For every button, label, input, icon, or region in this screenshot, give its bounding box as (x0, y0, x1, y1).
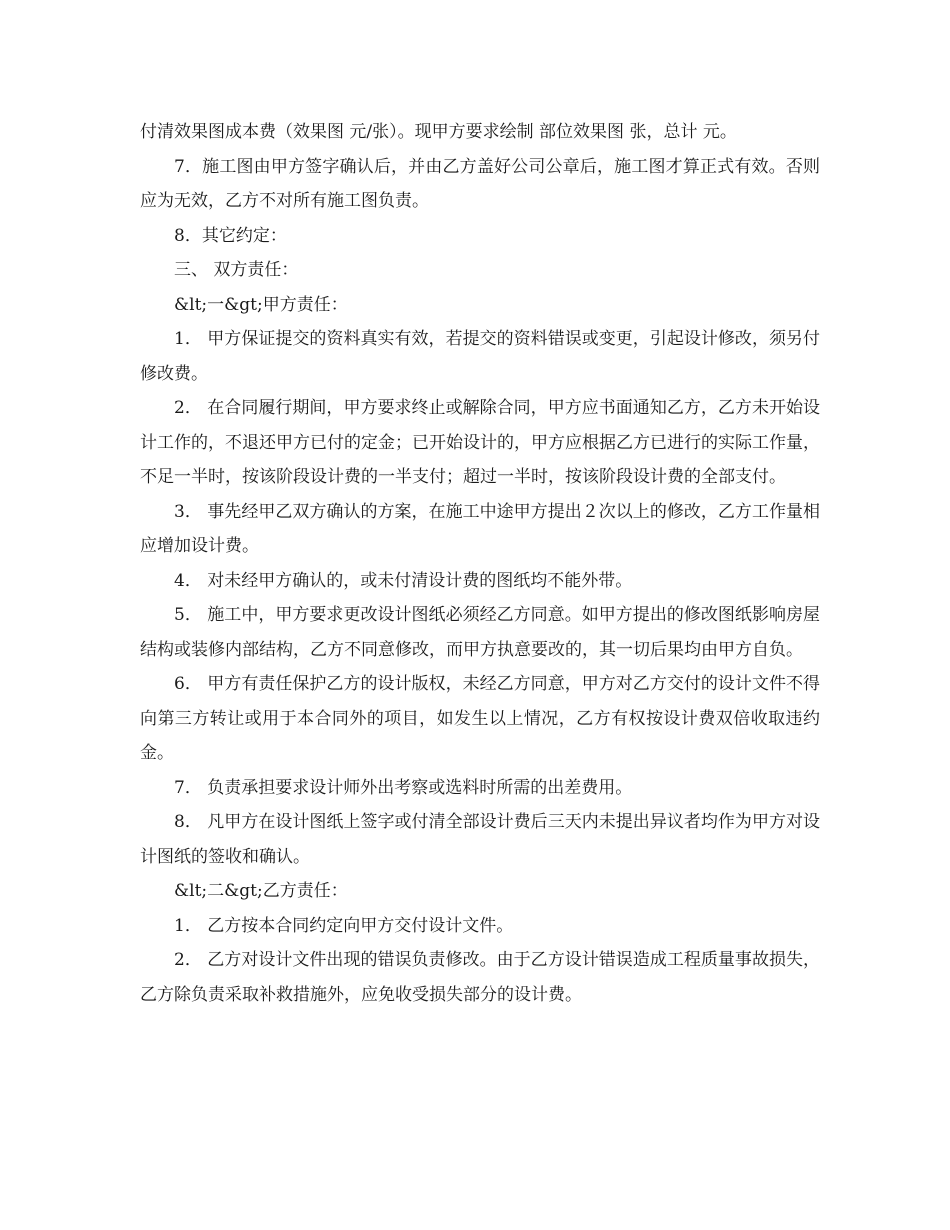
paragraph: 2． 乙方对设计文件出现的错误负责修改。由于乙方设计错误造成工程质量事故损失，乙方除负责采取补救措施外，应免收受损失部分的设计费。 (140, 950, 820, 1005)
paragraph: 8．其它约定： (174, 225, 287, 246)
paragraph: 8． 凡甲方在设计图纸上签字或付清全部设计费后三天内未提出异议者均作为甲方对设计图纸的签收和确认。 (140, 812, 820, 867)
paragraph: 1． 甲方保证提交的资料真实有效，若提交的资料错误或变更，引起设计修改，须另付修改费。 (140, 329, 820, 384)
document-body (140, 115, 820, 1012)
paragraph: 2． 在合同履行期间，甲方要求终止或解除合同，甲方应书面通知乙方，乙方未开始设计工作的，不退还甲方已付的定金；已开始设计的，甲方应根据乙方已进行的实际工作量，不足一半时，按该阶段设计费的一半支付；超过一半时，按该阶段设计费的全部支付。 (140, 398, 820, 487)
section-heading: 三、 双方责任： (174, 260, 299, 280)
subsection-heading: &lt;二&gt;乙方责任： (174, 881, 348, 901)
paragraph: 4． 对未经甲方确认的，或未付清设计费的图纸均不能外带。 (174, 570, 633, 591)
paragraph: 7．施工图由甲方签字确认后，并由乙方盖好公司公章后，施工图才算正式有效。否则应为无效，乙方不对所有施工图负责。 (140, 156, 820, 211)
paragraph: 7． 负责承担要求设计师外出考察或选料时所需的出差费用。 (174, 777, 633, 798)
paragraph: 5． 施工中，甲方要求更改设计图纸必须经乙方同意。如甲方提出的修改图纸影响房屋结构或装修内部结构，乙方不同意修改，而甲方执意要改的，其一切后果均由甲方自负。 (140, 605, 820, 660)
paragraph: 6． 甲方有责任保护乙方的设计版权，未经乙方同意，甲方对乙方交付的设计文件不得向第三方转让或用于本合同外的项目，如发生以上情况，乙方有权按设计费双倍收取违约金。 (140, 674, 820, 763)
paragraph: 3． 事先经甲乙双方确认的方案，在施工中途甲方提出２次以上的修改，乙方工作量相应增加设计费。 (140, 501, 820, 556)
paragraph: 1． 乙方按本合同约定向甲方交付设计文件。 (174, 915, 514, 936)
subsection-heading: &lt;一&gt;甲方责任： (174, 294, 348, 315)
paragraph: 付清效果图成本费（效果图 元/张）。现甲方要求绘制 部位效果图 张，总计 元。 (140, 122, 737, 142)
